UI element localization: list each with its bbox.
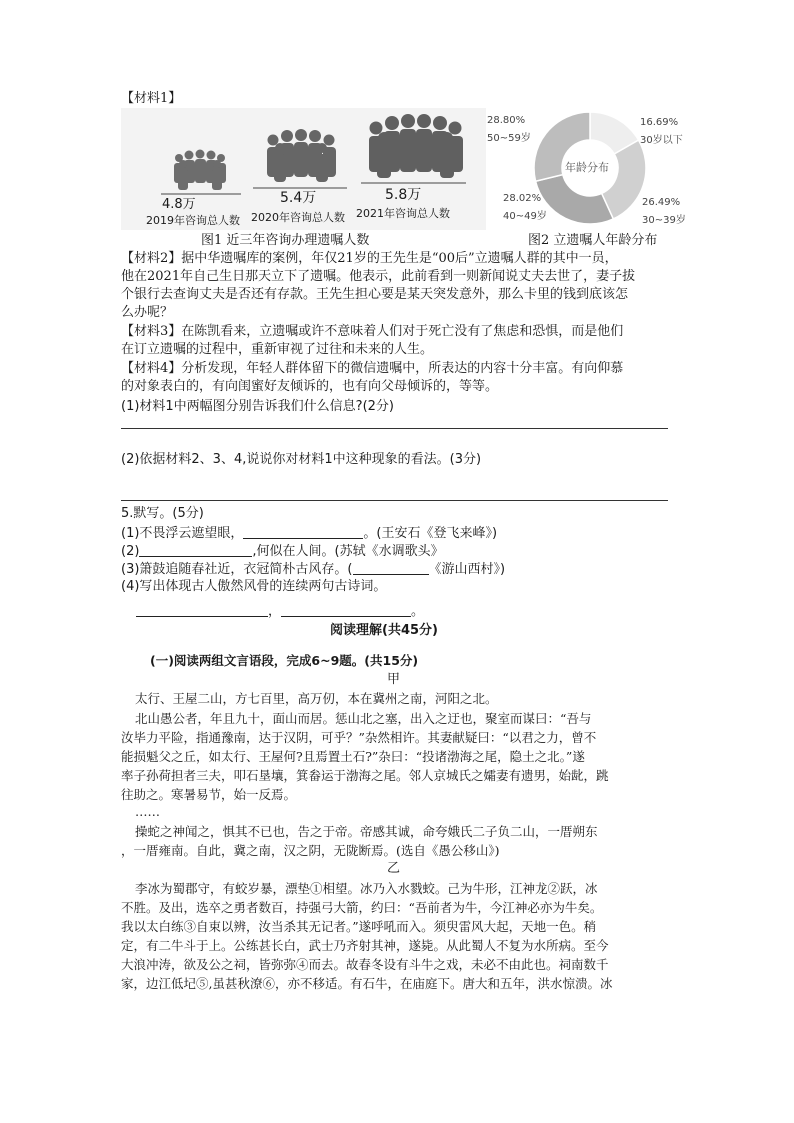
jia-para-1: 太行、王屋二山，方七百里，高万仞，本在冀州之南，河阳之北。 bbox=[135, 691, 498, 706]
question-2: (2)依据材料2、3、4,说说你对材料1中这种现象的看法。(3分) bbox=[121, 452, 482, 467]
answer-line-2[interactable] bbox=[121, 500, 668, 501]
material3-line-1: 【材料3】在陈凯看来，立遗嘱或许不意味着人们对于死亡没有了焦虑和恐惧，而是他们 bbox=[121, 324, 624, 339]
seg-30-39-pct: 26.49% bbox=[642, 197, 681, 208]
q5-item-2 bbox=[121, 542, 444, 561]
q5-item4-answer bbox=[136, 602, 424, 621]
q5-item3-blank[interactable] bbox=[353, 560, 429, 575]
material4-line-1: 【材料4】分析发现，年轻人群体留下的微信遗嘱中，所表达的内容十分丰富。有向仰慕 bbox=[121, 361, 624, 376]
jia-para2-line-4: 率子孙荷担者三夫，叩石垦壤，箕畚运于渤海之尾。邻人京城氏之孀妻有遗男，始龀，跳 bbox=[121, 768, 609, 783]
q5-comma: ， bbox=[268, 604, 282, 619]
seg-50-59-pct: 28.80% bbox=[487, 115, 526, 126]
seg-30-39-range: 30~39岁 bbox=[642, 215, 686, 226]
fig1-value-2021: 5.8万 bbox=[385, 187, 422, 203]
material4-line-2: 的对象表白的，有向闺蜜好友倾诉的，也有向父母倾诉的，等等。 bbox=[121, 379, 499, 394]
yi-line-1: 李冰为蜀郡守，有蛟岁暴，漂垫①相望。冰乃入水戮蛟。己为牛形，江神龙②跃，冰 bbox=[135, 881, 598, 896]
seg-40-49-pct: 28.02% bbox=[503, 193, 542, 204]
donut-center-label: 年龄分布 bbox=[565, 161, 609, 174]
q5-item2-suffix: ,何似在人间。(苏轼《水调歌头》 bbox=[252, 544, 444, 559]
people-icon-group-2019 bbox=[174, 150, 226, 191]
passage-jia-heading: 甲 bbox=[387, 672, 401, 687]
people-icon-group-2021 bbox=[369, 114, 463, 178]
q5-title: 5.默写。(5分) bbox=[121, 506, 204, 521]
q5-item3-suffix: 《游山西村》) bbox=[428, 562, 506, 577]
passage-yi-heading: 乙 bbox=[387, 861, 401, 876]
material2-line-2: 他在2021年自己生日那天立下了遗嘱。他表示，此前看到一则新闻说丈夫去世了，妻子拔 bbox=[121, 269, 636, 284]
fig2-caption: 图2 立遗嘱人年龄分布 bbox=[528, 233, 658, 248]
donut-segment-40~49岁 bbox=[536, 175, 614, 224]
material3-line-2: 在订立遗嘱的过程中，重新审视了过往和未来的人生。 bbox=[121, 342, 434, 357]
jia-para3-line-1: 操蛇之神闻之，惧其不已也，告之于帝。帝感其诚，命夸娥氏二子负二山，一厝朔东 bbox=[135, 824, 598, 839]
q5-item-4: (4)写出体现古人傲然风骨的连续两句古诗词。 bbox=[121, 579, 387, 594]
seg-under-30-pct: 16.69% bbox=[640, 117, 679, 128]
q5-item3-prefix: (3)箫鼓追随春社近，衣冠简朴古风存。( bbox=[121, 562, 353, 577]
q5-item1-prefix: (1)不畏浮云遮望眼， bbox=[121, 526, 244, 541]
jia-para2-line-5: 往助之。寒暑易节，始一反焉。 bbox=[121, 787, 297, 802]
fig1-label-2019: 2019年咨询总人数 bbox=[146, 214, 240, 227]
question-1: (1)材料1中两幅图分别告诉我们什么信息?(2分) bbox=[121, 399, 395, 414]
q5-item-3 bbox=[121, 560, 505, 579]
q5-item2-blank[interactable] bbox=[139, 542, 252, 557]
seg-under-30-range: 30岁以下 bbox=[640, 135, 683, 146]
q5-item1-suffix: 。(王安石《登飞来峰》) bbox=[363, 526, 498, 541]
yi-line-4: 定，有二牛斗于上。公练甚长白，武士乃齐射其神，遂毙。从此蜀人不复为水所病。至今 bbox=[121, 938, 609, 953]
fig1-label-2020: 2020年咨询总人数 bbox=[251, 211, 345, 224]
material1-label: 【材料1】 bbox=[121, 91, 182, 106]
jia-para2-line-3: 能损魁父之丘，如太行、王屋何?且焉置土石?”杂曰：“投诸渤海之尾，隐土之北。”遂 bbox=[121, 749, 585, 764]
q5-item2-prefix: (2) bbox=[121, 544, 140, 559]
seg-50-59-range: 50~59岁 bbox=[487, 133, 531, 144]
jia-para2-line-2: 汝毕力平险，指通豫南，达于汉阴，可乎？”杂然相许。其妻献疑曰：“以君之力，曾不 bbox=[121, 730, 597, 745]
material2-line-4: 么办呢？ bbox=[121, 305, 174, 320]
fig1-value-2020: 5.4万 bbox=[280, 190, 317, 206]
material2-line-3: 个银行去查询丈夫是否还有存款。王先生担心要是某天突发意外，那么卡里的钱到底该怎 bbox=[121, 287, 629, 302]
yi-line-5: 大浪冲涛，欲及公之祠，皆弥弥④而去。故春冬设有斗牛之戏，未必不由此也。祠南数千 bbox=[121, 957, 609, 972]
fig1-caption: 图1 近三年咨询办理遗嘱人数 bbox=[201, 233, 370, 248]
people-icon-group-2020 bbox=[267, 129, 336, 182]
yi-line-2: 不胜。及出，选卒之勇者数百，持强弓大箭，约曰：“吾前者为牛，今江神必亦为牛矣。 bbox=[121, 900, 603, 915]
material2-line-1: 【材料2】据中华遗嘱库的案例，年仅21岁的王先生是“00后”立遗嘱人群的其中一员， bbox=[121, 251, 618, 266]
jia-para3-line-2: ，一厝雍南。自此，冀之南，汉之阴，无陇断焉。(选自《愚公移山》) bbox=[121, 843, 500, 858]
answer-line-1[interactable] bbox=[121, 428, 668, 429]
q5-period: 。 bbox=[411, 604, 425, 619]
seg-40-49-range: 40~49岁 bbox=[503, 211, 547, 222]
q5-item4-blank-b[interactable] bbox=[281, 602, 411, 617]
reading-section-title: 阅读理解(共45分) bbox=[330, 623, 438, 638]
q5-item1-blank[interactable] bbox=[243, 524, 363, 539]
q5-item4-blank-a[interactable] bbox=[136, 602, 268, 617]
q5-item-1 bbox=[121, 524, 497, 543]
yi-line-3: 我以太白练③自束以辨，汝当杀其无记者。”遂呼吼而入。须臾雷风大起，天地一色。稍 bbox=[121, 919, 597, 934]
classical-section-title: (一)阅读两组文言语段，完成6~9题。(共15分) bbox=[150, 653, 419, 668]
yi-line-6: 家，边江低圮⑤,虽甚秋潦⑥，亦不移适。有石牛，在庙庭下。唐大和五年，洪水惊溃。冰 bbox=[121, 976, 613, 991]
jia-ellipsis: …… bbox=[135, 804, 160, 819]
fig1-value-2019: 4.8万 bbox=[162, 197, 196, 212]
fig1-label-2021: 2021年咨询总人数 bbox=[356, 207, 450, 220]
jia-para2-line-1: 北山愚公者，年且九十，面山而居。惩山北之塞，出入之迂也，聚室而谋曰：“吾与 bbox=[135, 711, 592, 726]
